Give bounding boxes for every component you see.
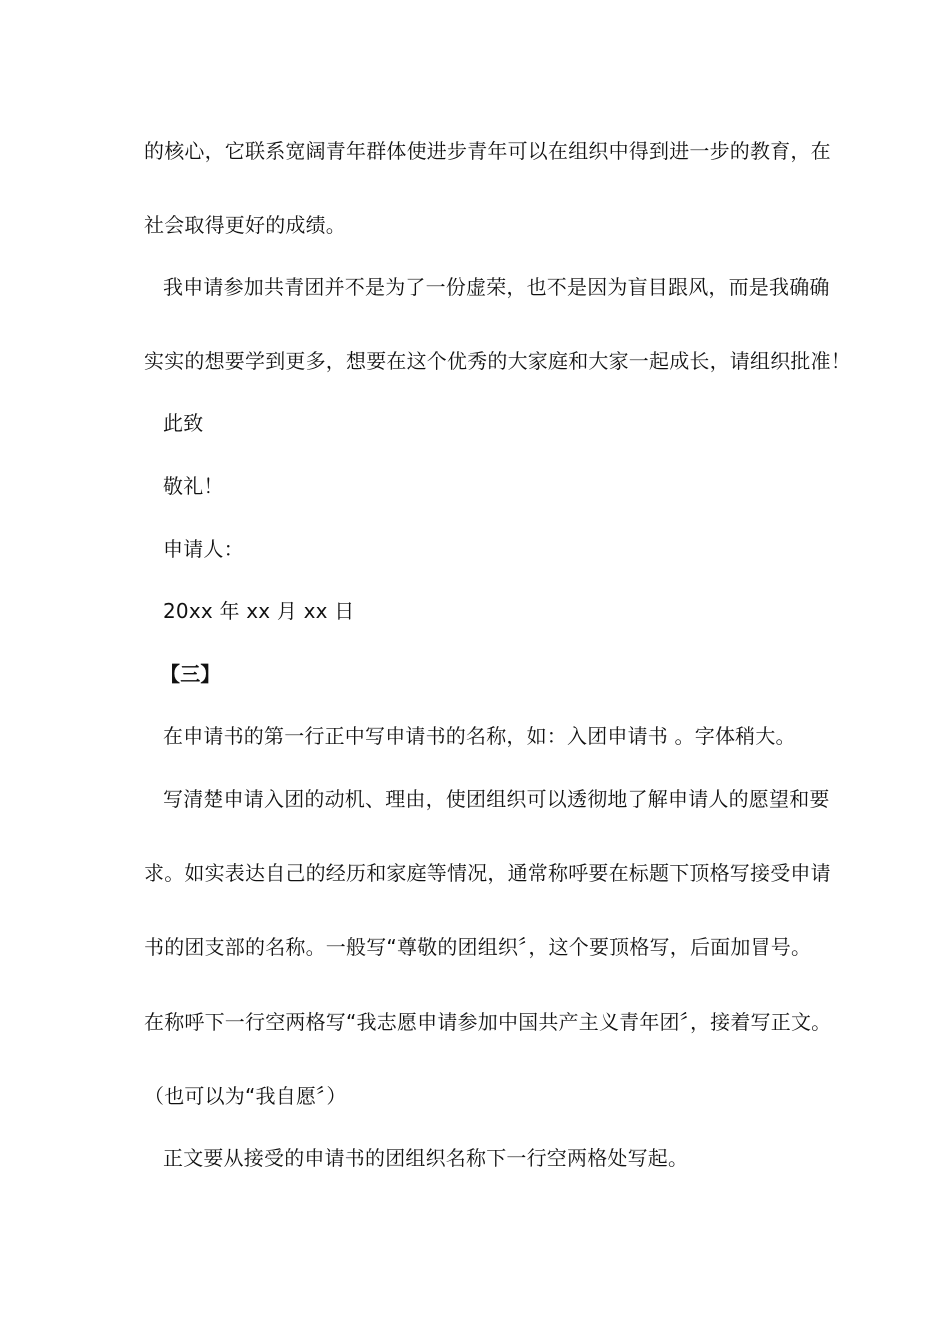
salutation-line: 此致 [163,411,204,435]
paragraph-line: 实实的想要学到更多，想要在这个优秀的大家庭和大家一起成长，请组织批准！ [144,349,851,373]
paragraph-line: （也可以为“我自愿〞） [144,1084,347,1108]
date-line: 20xx 年 xx 月 xx 日 [163,599,355,623]
applicant-label: 申请人： [163,537,244,561]
paragraph-line: 写清楚申请入团的动机、理由，使团组织可以透彻地了解申请人的愿望和要 [163,787,830,811]
paragraph-line: 在申请书的第一行正中写申请书的名称，如：入团申请书 。字体稍大。 [163,724,796,748]
paragraph-line: 我申请参加共青团并不是为了一份虚荣，也不是因为盲目跟风，而是我确确 [163,275,830,299]
section-heading: 【三】 [160,662,221,686]
paragraph-line: 社会取得更好的成绩。 [144,213,346,237]
paragraph-line: 书的团支部的名称。一般写“尊敬的团组织〞，这个要顶格写，后面加冒号。 [144,935,812,959]
paragraph-line: 的核心，它联系宽阔青年群体使进步青年可以在组织中得到进一步的教育，在 [144,139,831,163]
closing-line: 敬礼！ [163,474,224,498]
paragraph-line: 求。如实表达自己的经历和家庭等情况，通常称呼要在标题下顶格写接受申请 [144,861,831,885]
paragraph-line: 在称呼下一行空两格写“我志愿申请参加中国共产主义青年团〞，接着写正文。 [144,1010,832,1034]
paragraph-line: 正文要从接受的申请书的团组织名称下一行空两格处写起。 [163,1146,689,1170]
